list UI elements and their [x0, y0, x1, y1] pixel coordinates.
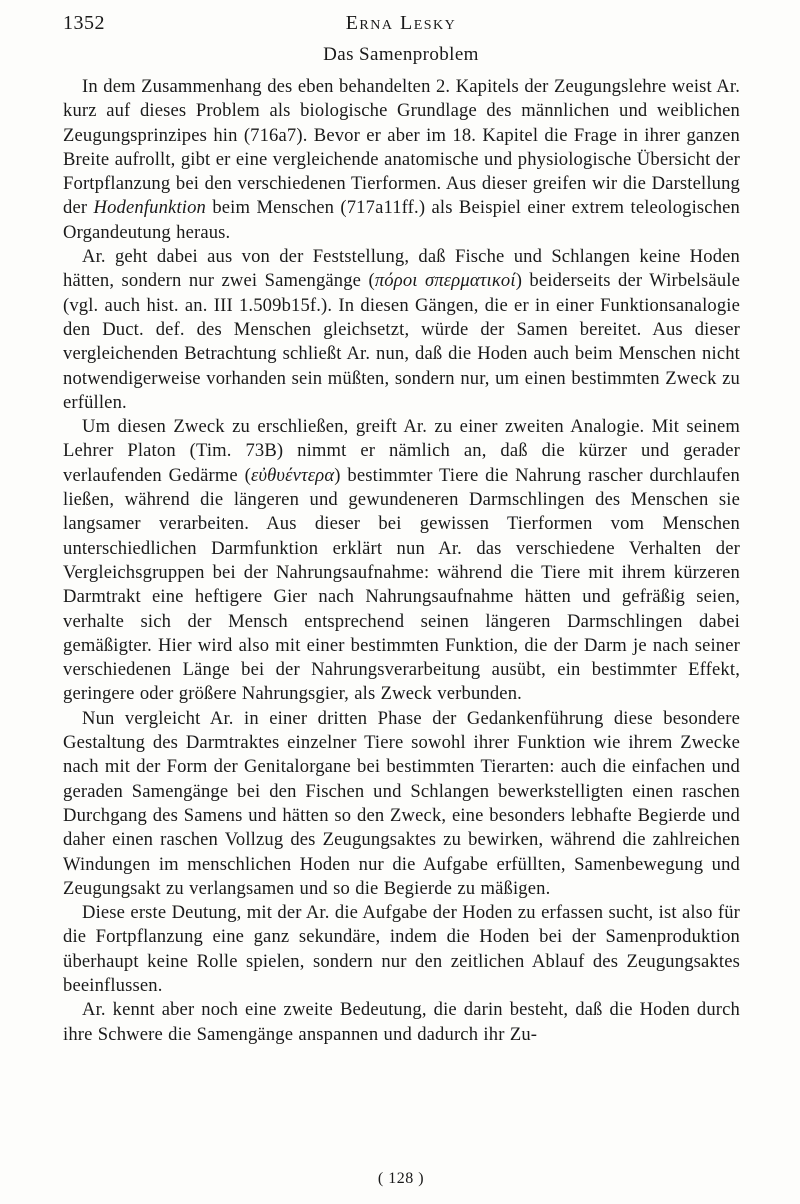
paragraph-text: Um diesen Zweck zu erschließen, greift Ar. zu einer zweiten Analogie. Mit seinem Lehrer Platon (Tim. 73B) nimmt er nämlich an, daß die kürzer und gerader verlaufenden Gedärme (: [63, 416, 740, 486]
body-text: [63, 75, 740, 1047]
paragraph-text: ) bestimmter Tiere die Nahrung rascher durchlaufen ließen, während die längeren und gewundeneren Darmschlingen des Menschen sie langsamer verarbeiten. Aus dieser bei gewissen Tierformen vom Menschen unterschiedlichen Darmfunktion erklärt nun Ar. das verschiedene Verhalten der Vergleichsgruppen bei der Nahrungsaufnahme: während die Tiere mit ihrem kürzeren Darmtrakt eine heftigere Gier nach Nahrungsaufnahme hätten und gefräßig seien, verhalte sich der Mensch entsprechend seinen längeren Darmschlingen dabei gemäßigter. Hier wird also mit einer bestimmten Funktion, die der Darm je nach seiner verschiedenen Länge bei der Nahrungsverarbeitung ausübt, ein bestimmter Effekt, geringere oder größere Nahrungsgier, als Zweck verbunden.: [63, 464, 740, 705]
paragraph-5: [63, 901, 740, 998]
section-title: Das Samenproblem: [323, 44, 479, 65]
running-head-author: Erna Lesky: [345, 12, 457, 34]
paragraph-1: [63, 75, 740, 245]
paragraph-3: [63, 415, 740, 707]
page-number: 1352: [63, 12, 105, 34]
paragraph-text: Nun vergleicht Ar. in einer dritten Phase der Gedankenführung diese besondere Gestaltung des Darmtraktes einzelner Tiere sowohl ihrer Funktion wie ihrem Zwecke nach mit der Form der Genitalorgane bei bestimmten Tierarten: auch die einfachen und geraden Samengänge bei den Fischen und Schlangen bewerkstelligten einen raschen Durchgang des Samens und hätten so den Zweck, eine besonders lebhafte Begierde und daher einen raschen Vollzug des Zeugungsaktes zu bewirken, während die zahlreichen Windungen im menschlichen Hoden nur die Aufgabe erfüllten, Samenbewegung und Zeugungsakt zu verlangsamen und so die Begierde zu mäßigen.: [63, 707, 740, 899]
paragraph-text: ) beiderseits der Wirbelsäule (vgl. auch hist. an. III 1.509b15f.). In diesen Gängen, die er in einer Funktionsanalogie den Duct. def. des Menschen gleichsetzt, würde der Samen bereitet. Aus dieser vergleichenden Betrachtung schließt Ar. nun, daß die Hoden auch beim Menschen nicht notwendigerweise vorhanden sein müßten, sondern nur, um einen bestimmten Zweck zu erfüllen.: [63, 270, 740, 413]
greek-term: πόροι σπερματικοί: [374, 270, 516, 292]
page-folio: ( 128 ): [377, 1170, 425, 1187]
paragraph-text: In dem Zusammenhang des eben behandelten 2. Kapitels der Zeugungslehre weist Ar. kurz auf dieses Problem als biologische Grundlage des männlichen und weiblichen Zeugungsprinzipes hin (716a7). Bevor er aber im 18. Kapitel die Frage in ihrer ganzen Breite aufrollt, gibt er eine vergleichende anatomische und physiologische Übersicht der Fortpflanzung bei den verschiedenen Tierformen. Aus dieser greifen wir die Darstellung der: [63, 76, 740, 219]
paragraph-2: [63, 245, 740, 415]
paragraph-4: [63, 707, 740, 901]
paragraph-text: Ar. kennt aber noch eine zweite Bedeutung, die darin besteht, daß die Hoden durch ihre Schwere die Samengänge anspannen und dadurch ihr Zu-: [63, 999, 740, 1045]
paragraph-text: Diese erste Deutung, mit der Ar. die Aufgabe der Hoden zu erfassen sucht, ist also für die Fortpflanzung eine ganz sekundäre, indem die Hoden bei der Samenproduktion überhaupt keine Rolle spielen, sondern nur den zeitlichen Ablauf des Zeugungsaktes beeinflussen.: [63, 902, 740, 996]
emphasis-term: Hodenfunktion: [93, 197, 206, 219]
paragraph-text: beim Menschen (717a11ff.) als Beispiel einer extrem teleologischen Organdeutung heraus.: [63, 197, 740, 243]
paragraph-text: Ar. geht dabei aus von der Feststellung, daß Fische und Schlangen keine Hoden hätten, sondern nur zwei Samengänge (: [63, 246, 740, 292]
paragraph-6: [63, 998, 740, 1047]
greek-term: εὐθυέντερα: [250, 464, 335, 486]
page-header: [63, 12, 739, 38]
